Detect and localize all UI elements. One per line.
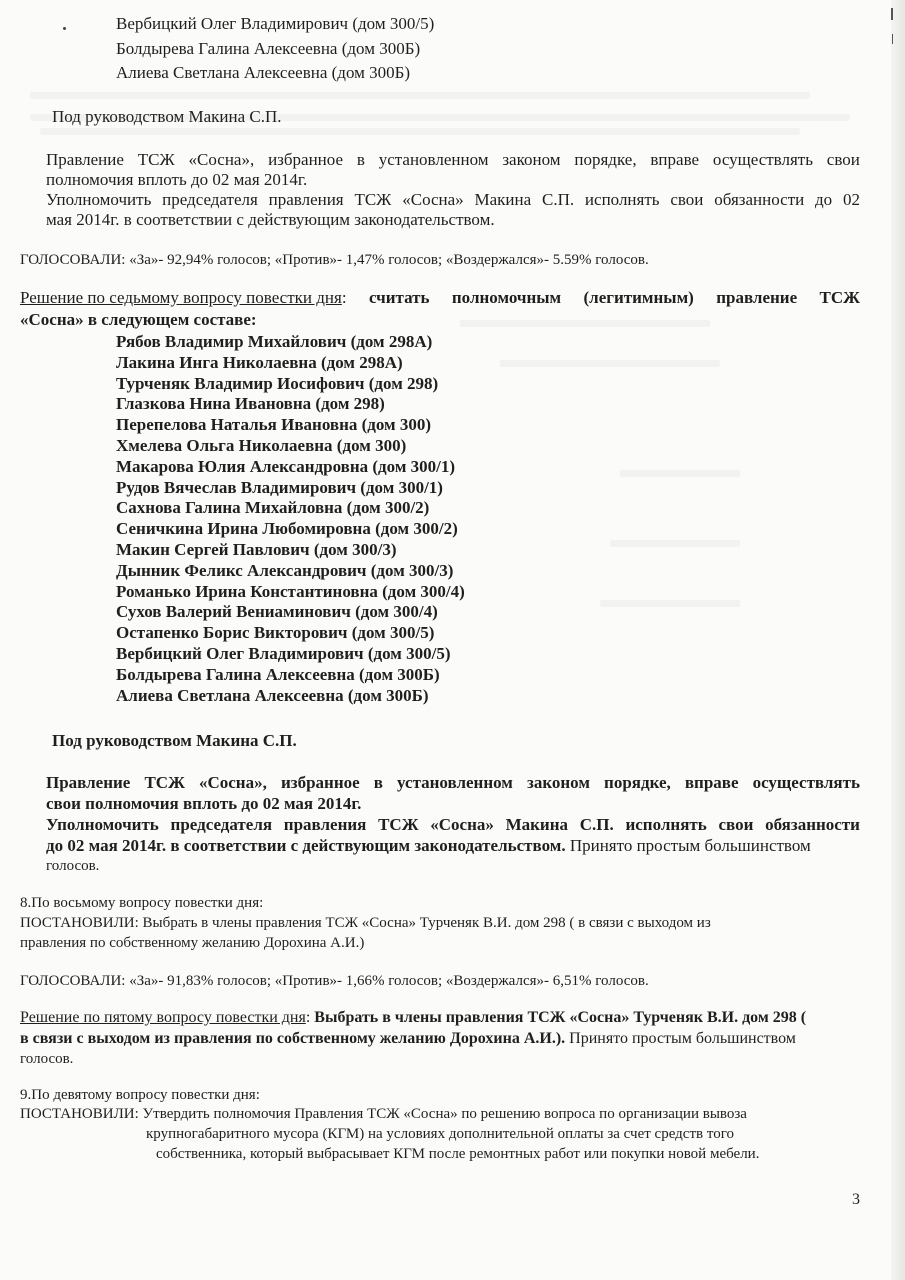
vote-result: ГОЛОСОВАЛИ: «За»- 91,83% голосов; «Против»- 1,66% голосов; «Воздержался»- 6,51% голосов.: [20, 973, 649, 989]
board-member: Макин Сергей Павлович (дом 300/3): [116, 540, 397, 559]
board-member: Дынник Феликс Александрович (дом 300/3): [116, 560, 454, 580]
page-number: 3: [852, 1191, 860, 1208]
board-member: Вербицкий Олег Владимирович (дом 300/5): [116, 644, 451, 663]
scan-speck: [63, 27, 66, 30]
board-powers-line: Правление ТСЖ «Сосна», избранное в установленном законом порядке, вправе осуществлять свои: [46, 150, 860, 169]
board-member: Лакина Инга Николаевна (дом 298А): [116, 352, 403, 372]
decision-label: Решение по седьмому вопросу повестки дня: [20, 288, 342, 307]
item-8-heading: 8.По восьмому вопросу повестки дня:: [20, 895, 264, 911]
board-member: Хмелева Ольга Николаевна (дом 300): [116, 436, 407, 455]
bleed-through: [460, 320, 710, 327]
board-member: Сухов Валерий Вениаминович (дом 300/4): [116, 602, 438, 622]
board-powers-line: Уполномочить председателя правления ТСЖ «Сосна» Макина С.П. исполнять свои обязанности до 02: [46, 190, 860, 209]
board-powers-line: полномочия вплоть до 02 мая 2014г.: [46, 170, 308, 189]
item-8-decision: Решение по пятому вопросу повестки дня: Выбрать в члены правления ТСЖ «Сосна» Турченяк В.И. дом 298 (: [20, 1009, 807, 1026]
page-edge-shadow: [891, 0, 905, 1280]
item-9-resolution: собственника, который выбрасывает КГМ после ремонтных работ или покупки новой мебели.: [156, 1146, 760, 1162]
board-member: Перепелова Наталья Ивановна (дом 300): [116, 415, 432, 435]
leader-note: Под руководством Макина С.П.: [52, 107, 282, 126]
board-member: Сахнова Галина Михайловна (дом 300/2): [116, 498, 430, 518]
bleed-through: [610, 540, 740, 547]
bleed-through: [30, 92, 810, 99]
member-line: Алиева Светлана Алексеевна (дом 300Б): [116, 63, 411, 82]
bleed-through: [600, 600, 740, 607]
board-member: Рябов Владимир Михайлович (дом 298А): [116, 332, 433, 351]
member-line: Болдырева Галина Алексеевна (дом 300Б): [116, 39, 421, 58]
board-member: Романько Ирина Константиновна (дом 300/4): [116, 581, 465, 601]
leader-note: Под руководством Макина С.П.: [52, 731, 297, 750]
member-line: Вербицкий Олег Владимирович (дом 300/5): [116, 14, 435, 33]
board-member: Сеничкина Ирина Любомировна (дом 300/2): [116, 519, 458, 539]
board-member: Алиева Светлана Алексеевна (дом 300Б): [116, 685, 429, 705]
item-8-decision: голосов.: [20, 1051, 74, 1067]
item-9-resolution: крупногабаритного мусора (КГМ) на условиях дополнительной оплаты за счет средств того: [146, 1126, 734, 1142]
item-9-resolution: ПОСТАНОВИЛИ: Утвердить полномочия Правления ТСЖ «Сосна» по решению вопроса по организации вывоза: [20, 1106, 747, 1122]
board-member: Остапенко Борис Викторович (дом 300/5): [116, 623, 435, 643]
decision-7-line: «Сосна» в следующем составе:: [20, 310, 257, 329]
board-member: Рудов Вячеслав Владимирович (дом 300/1): [116, 477, 443, 497]
board-powers-line: мая 2014г. в соответствии с действующим законодательством.: [46, 210, 495, 229]
vote-result: ГОЛОСОВАЛИ: «За»- 92,94% голосов; «Против»- 1,47% голосов; «Воздержался»- 5.59% голосов.: [20, 252, 649, 268]
board-member: Турченяк Владимир Иосифович (дом 298): [116, 373, 439, 393]
decision-7-paragraph-line: голосов.: [46, 858, 100, 874]
bleed-through: [40, 128, 800, 135]
item-8-decision: в связи с выходом из правления по собственному желанию Дорохина А.И.). Принято простым большинством: [20, 1030, 796, 1047]
decision-7-heading: Решение по седьмому вопросу повестки дня: считать полномочным (легитимным) правление ТСЖ: [20, 288, 860, 307]
item-8-resolution: правления по собственному желанию Дорохина А.И.): [20, 935, 365, 951]
board-member: Болдырева Галина Алексеевна (дом 300Б): [116, 664, 440, 684]
scan-mark: [892, 34, 893, 44]
bleed-through: [620, 470, 740, 477]
item-8-resolution: ПОСТАНОВИЛИ: Выбрать в члены правления ТСЖ «Сосна» Турченяк В.И. дом 298 ( в связи с выходом из: [20, 915, 711, 931]
decision-7-paragraph-line: Правление ТСЖ «Сосна», избранное в установленном законом порядке, вправе осуществлять: [46, 773, 860, 792]
decision-7-paragraph-line: до 02 мая 2014г. в соответствии с действующим законодательством. Принято простым большинством: [46, 836, 811, 855]
board-member: Макарова Юлия Александровна (дом 300/1): [116, 456, 456, 476]
decision-7-paragraph-line: Уполномочить председателя правления ТСЖ «Сосна» Макина С.П. исполнять свои обязанности: [46, 815, 860, 834]
item-9-heading: 9.По девятому вопросу повестки дня:: [20, 1087, 260, 1103]
decision-7-paragraph-line: свои полномочия вплоть до 02 мая 2014г.: [46, 794, 362, 813]
scan-mark: [891, 8, 893, 20]
bleed-through: [500, 360, 720, 367]
board-member: Глазкова Нина Ивановна (дом 298): [116, 394, 385, 414]
